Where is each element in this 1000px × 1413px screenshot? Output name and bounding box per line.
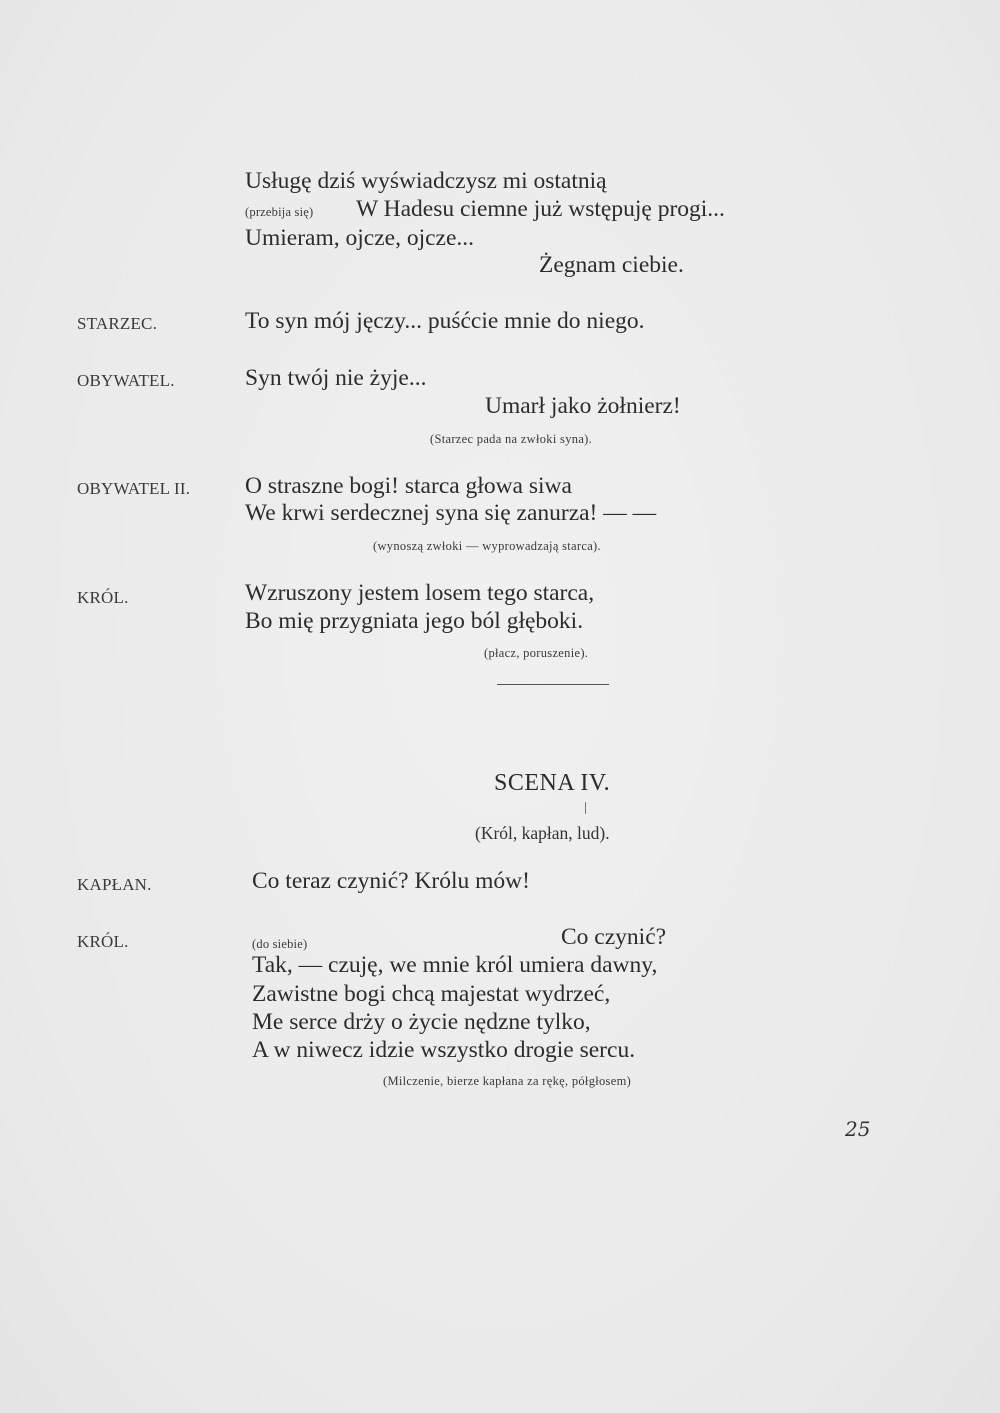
stage-direction-inline: (przebija się) xyxy=(245,205,314,219)
verse-line: Bo mię przygniata jego ból głęboki. xyxy=(245,608,584,634)
verse-line: To syn mój jęczy... puśćcie mnie do niego. xyxy=(245,308,645,334)
stage-direction-inline: (do siebie) xyxy=(252,937,308,951)
speaker-name: OBYWATEL II. xyxy=(77,479,191,498)
verse-line: Tak, — czuję, we mnie król umiera dawny, xyxy=(252,952,658,978)
verse-line: Syn twój nie żyje... xyxy=(245,365,427,391)
verse-line: Umarł jako żołnierz! xyxy=(485,393,681,419)
speaker-name: OBYWATEL. xyxy=(77,371,175,390)
verse-line: O straszne bogi! starca głowa siwa xyxy=(245,473,572,499)
scene-cast: (Król, kapłan, lud). xyxy=(475,823,610,843)
speaker-name: STARZEC. xyxy=(77,314,158,333)
verse-line: Zawistne bogi chcą majestat wydrzeć, xyxy=(252,981,611,1007)
verse-line: Umieram, ojcze, ojcze... xyxy=(245,225,475,251)
verse-line: Co czynić? xyxy=(561,924,667,950)
speaker-name: KRÓL. xyxy=(77,588,129,607)
verse-line: We krwi serdecznej syna się zanurza! — — xyxy=(245,500,657,526)
speaker-name: KAPŁAN. xyxy=(77,875,152,894)
verse-line: A w niwecz idzie wszystko drogie sercu. xyxy=(252,1037,636,1063)
stage-direction: (wynoszą zwłoki — wyprowadzają starca). xyxy=(373,539,601,553)
stage-direction: (płacz, poruszenie). xyxy=(484,646,589,660)
section-rule xyxy=(497,684,609,685)
page-number: 25 xyxy=(845,1117,871,1141)
verse-line: Usługę dziś wyświadczysz mi ostatnią xyxy=(245,168,607,194)
verse-line: W Hadesu ciemne już wstępuję progi... xyxy=(356,196,725,222)
speaker-name: KRÓL. xyxy=(77,932,129,951)
text-cursor-mark xyxy=(585,802,586,814)
stage-direction: (Starzec pada na zwłoki syna). xyxy=(430,432,593,446)
verse-line: Żegnam ciebie. xyxy=(539,252,684,278)
verse-line: Co teraz czynić? Królu mów! xyxy=(252,868,530,894)
stage-direction: (Milczenie, bierze kapłana za rękę, półgłosem) xyxy=(383,1074,632,1088)
verse-line: Wzruszony jestem losem tego starca, xyxy=(245,580,595,606)
verse-line: Me serce drży o życie nędzne tylko, xyxy=(252,1009,591,1035)
scene-title: SCENA IV. xyxy=(494,770,611,796)
